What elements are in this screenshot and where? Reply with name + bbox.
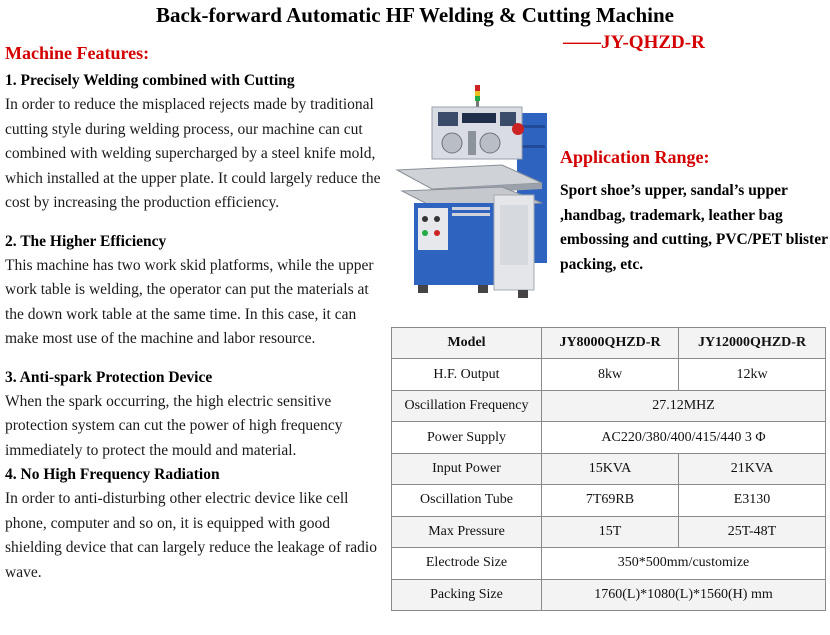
cell: AC220/380/400/415/440 3 Φ [542,422,826,453]
model-code: ——JY-QHZD-R [563,32,705,53]
features-heading: Machine Features: [5,43,150,63]
header-cell: JY12000QHZD-R [679,328,826,359]
row-label: Oscillation Tube [392,485,542,516]
cell: 15KVA [542,453,679,484]
spec-table [391,327,826,611]
table-row [392,422,826,453]
cell: 8kw [542,359,679,390]
feature-title: 3. Anti-spark Protection Device [5,368,213,386]
cell: 25T-48T [679,516,826,547]
row-label: Oscillation Frequency [392,390,542,421]
table-row [392,485,826,516]
cell: E3130 [679,485,826,516]
row-label: H.F. Output [392,359,542,390]
cell: 27.12MHZ [542,390,826,421]
table-row [392,579,826,611]
features-list [5,69,390,585]
feature-body: In order to anti-disturbing other electric device like cell phone, computer and so on, it is equipped with good shielding device that can largely reduce the leakage of radio wave. [5,490,377,581]
cell: 21KVA [679,453,826,484]
application-heading: Application Range: [560,147,710,167]
feature-body: In order to reduce the misplaced rejects made by traditional cutting style during welding process, our machine can cut combined with welding supercharged by a steel knife mold, which installed at the upper plate. It could largely reduce the cost by increasing the production efficiency. [5,96,381,211]
cell: 350*500mm/customize [542,548,826,579]
row-label: Packing Size [392,579,542,611]
table-row [392,548,826,579]
feature-body: This machine has two work skid platforms, while the upper work table is welding, the operator can put the materials at the down work table at the same time. In this case, it can make most use of the machine and labor resource. [5,256,374,347]
header-cell: JY8000QHZD-R [542,328,679,359]
table-row [392,516,826,547]
cell: 12kw [679,359,826,390]
cell: 15T [542,516,679,547]
row-label: Input Power [392,453,542,484]
feature-title: 1. Precisely Welding combined with Cutting [5,72,295,89]
feature-body: When the spark occurring, the high electric sensitive protection system can cut the power of high frequency immediately to protect the mould and material. [5,392,343,459]
row-label: Max Pressure [392,516,542,547]
feature-title: 2. The Higher Efficiency [5,232,167,250]
table-header-row [392,328,826,359]
application-body: Sport shoe’s upper, sandal’s upper ,handbag, trademark, leather bag embossing and cutting, PVC/PET blister packing, etc. [560,182,828,273]
table-row [392,390,826,421]
table-row [392,359,826,390]
header-cell: Model [392,328,542,359]
table-row [392,453,826,484]
cell: 7T69RB [542,485,679,516]
cell: 1760(L)*1080(L)*1560(H) mm [542,579,826,611]
row-label: Power Supply [392,422,542,453]
feature-title: 4. No High Frequency Radiation [5,466,220,483]
row-label: Electrode Size [392,548,542,579]
machine-photo [392,85,552,300]
page-title: Back-forward Automatic HF Welding & Cutting Machine [156,3,674,27]
